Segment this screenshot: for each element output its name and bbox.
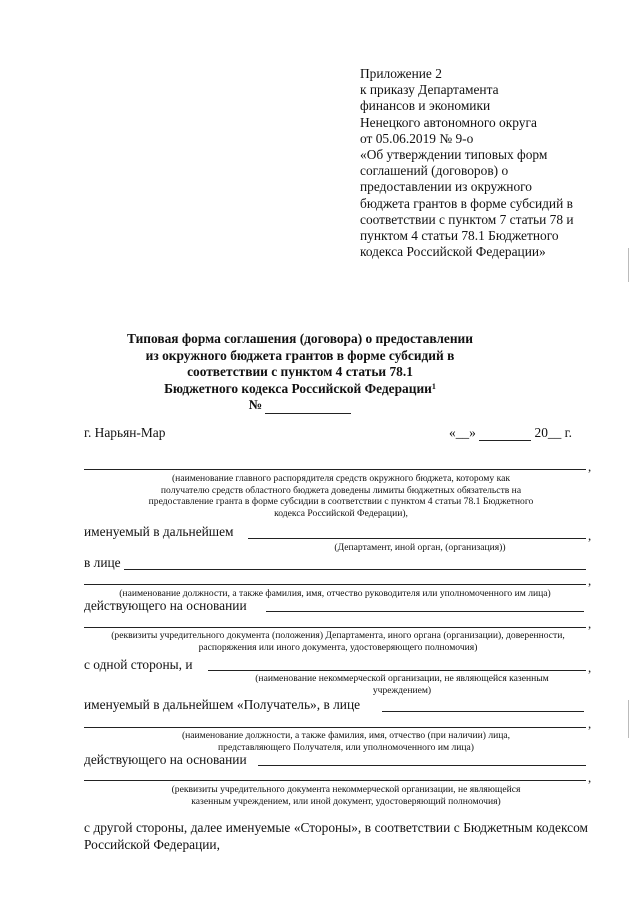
date-field[interactable] <box>449 425 572 441</box>
appendix-line: бюджета грантов в форме субсидий в <box>360 195 573 211</box>
comma: , <box>588 770 592 785</box>
appendix-line: соответствии с пунктом 7 статьи 78 и <box>360 211 574 227</box>
note-org: (наименование некоммерческой организации, не являющейся казенным учреждением) <box>255 673 549 696</box>
title-line: Типовая форма соглашения (договора) о предоставлении <box>126 331 473 346</box>
number-field[interactable] <box>265 413 351 414</box>
appendix-line: финансов и экономики <box>360 98 491 114</box>
distributor-field[interactable] <box>84 469 586 470</box>
appendix-line: «Об утверждении типовых форм <box>360 147 548 163</box>
recipient-basis-field[interactable] <box>258 765 586 766</box>
date-month-field[interactable] <box>479 440 531 441</box>
title-line: соответствии с пунктом 4 статьи 78.1 <box>187 364 413 379</box>
organization-field[interactable] <box>208 670 586 671</box>
footnote-mark: 1 <box>431 381 436 391</box>
appendix-line: к приказу Департамента <box>360 82 499 98</box>
other-side-paragraph: с другой стороны, далее именуемые «Стороны», в соответствии с Бюджетным кодексом Российской Федерации, <box>84 820 588 852</box>
recipient-basis-field-2[interactable] <box>84 780 586 781</box>
person-field-2[interactable] <box>84 584 586 585</box>
number-line <box>80 397 520 414</box>
note-requisites: (реквизиты учредительного документа (положения) Департамента, иного органа (организации), доверенности, распоряжения или иного документа, удостоверяющего полномочия) <box>111 630 565 653</box>
comma: , <box>588 528 592 543</box>
scan-mark <box>628 248 629 282</box>
basis-field-2[interactable] <box>84 627 586 628</box>
document-title <box>80 331 520 414</box>
date-year: 20__ г. <box>534 425 572 440</box>
date-day: «__» <box>449 425 476 440</box>
note-recipient-requisites: (реквизиты учредительного документа некоммерческой организации, не являющейся казенным учреждением, или иной документ, удостоверяющий полномочия) <box>171 784 521 807</box>
appendix-line: от 05.06.2019 № 9-о <box>360 130 474 146</box>
note-position: (наименование должности, а также фамилия, имя, отчество руководителя или уполномоченного им лица) <box>119 588 551 599</box>
number-label: № <box>248 397 263 412</box>
named-hereinafter-label: именуемый в дальнейшем <box>84 524 234 539</box>
comma: , <box>588 716 592 731</box>
note-recipient-person: (наименование должности, а также фамилия, имя, отчество (при наличии) лица, представляющего Получателя, или уполномоченного им лица) <box>181 730 511 753</box>
comma: , <box>588 660 592 675</box>
appendix-line: предоставлении из окружного <box>360 179 532 195</box>
note-department: (Департамент, иной орган, (организация)) <box>334 542 506 553</box>
note-distributor: (наименование главного распорядителя средств окружного бюджета, которому как получателю средств областного бюджета доведены лимиты бюджетных обязательств на предоставление гранта в форме субсидии в соответствии с пунктом 4 статьи 78.1 Бюджетного кодекса Российской Федерации), <box>148 473 534 519</box>
in-person-label: в лице <box>84 555 121 570</box>
scan-mark <box>628 700 629 738</box>
appendix-line: Приложение 2 <box>360 66 442 81</box>
appendix-line: кодекса Российской Федерации» <box>360 244 546 260</box>
department-field[interactable] <box>248 538 586 539</box>
comma: , <box>588 616 592 631</box>
recipient-person-field-2[interactable] <box>84 727 586 728</box>
title-line: Бюджетного кодекса Российской Федерации$^1$ <box>164 380 436 396</box>
person-field[interactable] <box>124 569 586 570</box>
comma: , <box>588 573 592 588</box>
city-label: г. Нарьян-Мар <box>84 425 166 440</box>
recipient-person-field[interactable] <box>382 711 584 712</box>
appendix-line: соглашений (договоров) о <box>360 163 509 179</box>
basis-field[interactable] <box>266 611 584 612</box>
named-recipient-label: именуемый в дальнейшем «Получатель», в лице <box>84 697 361 712</box>
one-side-label: с одной стороны, и <box>84 657 193 672</box>
appendix-line: Ненецкого автономного округа <box>360 114 537 130</box>
acting-basis-label-2: действующего на основании <box>84 752 247 767</box>
comma: , <box>588 459 592 474</box>
acting-basis-label: действующего на основании <box>84 598 247 613</box>
appendix-line: пунктом 4 статьи 78.1 Бюджетного <box>360 228 559 244</box>
title-line: из окружного бюджета грантов в форме субсидий в <box>145 347 455 363</box>
appendix-block <box>360 66 574 260</box>
